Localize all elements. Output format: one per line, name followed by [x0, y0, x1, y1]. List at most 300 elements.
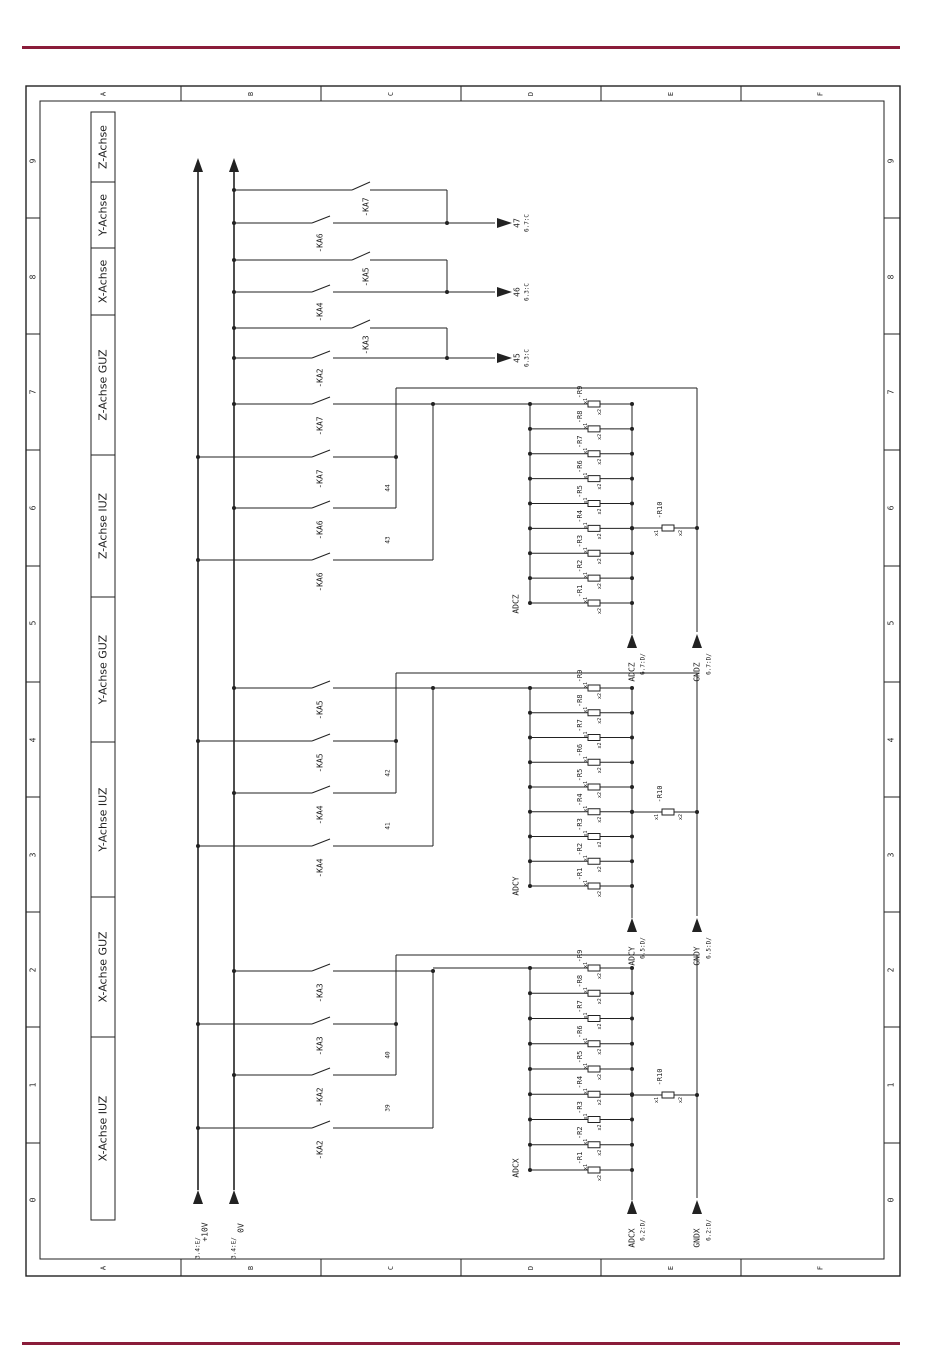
resistor-pin-label: x1	[583, 522, 589, 529]
r10-pin-label: x1	[654, 813, 660, 821]
relay-contact-label: -KA2	[315, 1087, 325, 1107]
resistor-label: -R7	[576, 719, 584, 732]
junction-dot	[630, 686, 634, 690]
r10-label: -R10	[656, 785, 664, 803]
resistor-pin-label: x2	[597, 692, 603, 700]
junction-dot	[630, 1118, 634, 1122]
junction-dot	[196, 1022, 200, 1026]
junction-dot	[630, 551, 634, 555]
output-ref: 6.3:C	[523, 282, 531, 302]
junction-dot	[528, 1118, 532, 1122]
adc-ref: 6.2:D/	[639, 1219, 647, 1241]
output-ref: 6.7:C	[523, 213, 531, 233]
row-label-right: 3	[886, 852, 896, 858]
resistor-pin-label: x2	[597, 890, 603, 898]
junction-dot	[232, 258, 236, 262]
column-label-bottom: D	[527, 1265, 535, 1271]
junction-dot	[394, 455, 398, 459]
relay-contact-label: -KA6	[315, 520, 325, 540]
resistor-label: -R6	[576, 460, 584, 473]
divider-name: ADCZ	[511, 594, 521, 614]
resistor-pin-label: x1	[583, 780, 589, 788]
wire-number: 41	[384, 822, 392, 830]
resistor-body	[588, 809, 600, 815]
gnd-ref: 6.5:D/	[705, 937, 713, 959]
relay-contact-label: -KA3	[315, 983, 325, 1003]
resistor-body	[588, 1117, 600, 1123]
axis-contact-closed-blade	[352, 252, 370, 260]
resistor-label: -R9	[576, 385, 584, 399]
resistor-pin-label: x1	[583, 987, 589, 994]
resistor-body	[588, 525, 600, 531]
resistor-pin-label: x1	[583, 681, 589, 689]
resistor-body	[588, 1066, 600, 1072]
junction-dot	[528, 966, 532, 970]
junction-dot	[528, 601, 532, 605]
row-label-left: 9	[28, 158, 38, 164]
inner-frame	[40, 101, 884, 1259]
title-block-label: Z-Achse	[96, 125, 110, 169]
title-block-label: Z-Achse IUZ	[96, 492, 110, 560]
resistor-pin-label: x2	[597, 1099, 603, 1106]
row-label-right: 9	[886, 158, 896, 164]
junction-dot	[630, 859, 634, 863]
resistor-body	[588, 550, 600, 556]
junction-dot	[196, 739, 200, 743]
r10-pin-label: x1	[654, 1096, 660, 1104]
junction-dot	[528, 1092, 532, 1096]
resistor-label: -R3	[576, 818, 584, 831]
resistor-body	[588, 1041, 600, 1047]
r10-body	[662, 809, 674, 815]
resistor-pin-label: x2	[597, 1124, 603, 1131]
junction-dot	[232, 969, 236, 973]
row-label-right: 5	[886, 620, 896, 626]
adc-ref: 6.7:D/	[639, 653, 647, 675]
resistor-label: -R7	[576, 435, 584, 449]
resistor-pin-label: x1	[583, 756, 589, 763]
column-label-bottom: F	[816, 1265, 825, 1271]
column-label-top: C	[387, 91, 395, 97]
relay-contact-label: -KA2	[315, 1140, 325, 1160]
rail-0v-bottom-arrow	[229, 1190, 239, 1204]
row-label-right: 8	[886, 274, 896, 280]
axis-contact-closed-label: -KA7	[361, 197, 371, 217]
resistor-label: -R4	[576, 510, 584, 523]
junction-dot	[695, 810, 699, 814]
resistor-body	[588, 759, 600, 765]
resistor-body	[588, 426, 600, 432]
resistor-label: -R9	[576, 669, 584, 683]
junction-dot	[528, 1168, 532, 1172]
resistor-pin-label: x2	[597, 791, 603, 799]
junction-dot	[528, 884, 532, 888]
resistor-body	[588, 1142, 600, 1148]
relay-contact-wire-blade	[312, 1017, 330, 1024]
relay-contact-wire-blade	[312, 839, 330, 846]
resistor-pin-label: x1	[583, 422, 589, 429]
relay-contact-wire-blade	[312, 964, 330, 971]
relay-contact-label: -KA5	[315, 700, 325, 720]
resistor-label: -R2	[576, 842, 584, 856]
r10-pin-label: x2	[678, 813, 684, 821]
relay-contact-wire-blade	[312, 553, 330, 560]
junction-dot	[232, 686, 236, 690]
divider-name: ADCY	[511, 876, 521, 896]
junction-dot	[630, 1042, 634, 1046]
axis-contact-closed-label: -KA3	[361, 335, 371, 355]
junction-dot	[232, 1073, 236, 1077]
row-label-right: 1	[886, 1082, 896, 1088]
junction-dot	[528, 711, 532, 715]
junction-dot	[528, 576, 532, 580]
resistor-body	[588, 735, 600, 741]
axis-output-arrow	[497, 353, 512, 363]
gnd-arrow	[692, 918, 702, 932]
resistor-label: -R2	[576, 1126, 584, 1140]
resistor-label: -R9	[576, 949, 584, 963]
junction-dot	[630, 1143, 634, 1147]
rail-plus10v-bottom-arrow	[193, 1190, 203, 1204]
resistor-label: -R1	[576, 584, 584, 598]
junction-dot	[630, 991, 634, 995]
junction-dot	[528, 760, 532, 764]
resistor-body	[588, 710, 600, 716]
axis-output-arrow	[497, 218, 512, 228]
title-block-label: Y-Achse GUZ	[96, 634, 110, 705]
resistor-pin-label: x1	[583, 706, 589, 713]
resistor-pin-label: x1	[583, 397, 589, 405]
rail-plus10v-label: +10V	[200, 1222, 210, 1242]
resistor-body	[588, 451, 600, 457]
resistor-pin-label: x2	[597, 458, 603, 465]
resistor-label: -R6	[576, 1025, 584, 1039]
resistor-pin-label: x1	[583, 961, 589, 969]
junction-dot	[196, 1126, 200, 1130]
resistor-label: -R3	[576, 534, 584, 548]
junction-dot	[630, 785, 634, 789]
rail-0v-top-arrow	[229, 158, 239, 172]
axis-contact-closed-label: -KA5	[361, 267, 371, 287]
junction-dot	[630, 502, 634, 506]
resistor-pin-label: x2	[597, 998, 603, 1005]
resistor-label: -R7	[576, 1000, 584, 1013]
gnd-ref: 6.7:D/	[705, 653, 713, 675]
junction-dot	[528, 502, 532, 506]
r10-body	[662, 1092, 674, 1098]
relay-contact-wire-blade	[312, 1121, 330, 1128]
row-label-left: 2	[28, 967, 38, 973]
resistor-pin-label: x1	[583, 731, 589, 738]
gnd-arrow	[692, 1200, 702, 1214]
resistor-pin-label: x2	[597, 533, 603, 540]
output-number: 47	[512, 218, 522, 228]
column-label-top: D	[527, 91, 535, 97]
junction-dot	[196, 844, 200, 848]
axis-contact-open-blade	[312, 216, 330, 223]
resistor-pin-label: x1	[583, 1113, 589, 1120]
column-label-top: B	[247, 91, 255, 97]
junction-dot	[630, 760, 634, 764]
adc-label: ADCZ	[627, 662, 637, 682]
relay-contact-wire-blade	[312, 734, 330, 741]
junction-dot	[528, 526, 532, 530]
resistor-label: -R5	[576, 485, 584, 498]
relay-contact-label: -KA4	[315, 858, 325, 878]
wire-number: 39	[384, 1104, 392, 1112]
row-label-left: 3	[28, 852, 38, 858]
relay-contact-label: -KA7	[315, 416, 325, 436]
adc-label: ADCX	[627, 1228, 637, 1248]
r10-label: -R10	[656, 501, 664, 519]
resistor-pin-label: x2	[597, 816, 603, 823]
title-block-label: X-Achse GUZ	[96, 931, 110, 1003]
junction-dot	[232, 221, 236, 225]
r10-pin-label: x1	[654, 529, 660, 537]
axis-contact-open-label: -KA4	[315, 302, 325, 322]
resistor-body	[588, 784, 600, 790]
resistor-pin-label: x1	[583, 1062, 589, 1070]
row-label-left: 0	[28, 1197, 38, 1203]
resistor-body	[588, 834, 600, 840]
wire-number: 44	[384, 484, 392, 492]
wire-number: 42	[384, 769, 392, 777]
junction-dot	[630, 477, 634, 481]
row-label-left: 5	[28, 620, 38, 626]
resistor-pin-label: x2	[597, 508, 603, 515]
resistor-pin-label: x2	[597, 866, 603, 873]
axis-contact-open-blade	[312, 351, 330, 358]
column-label-top: E	[667, 91, 675, 97]
resistor-label: -R4	[576, 1075, 584, 1089]
junction-dot	[630, 427, 634, 431]
junction-dot	[528, 686, 532, 690]
junction-dot	[630, 1067, 634, 1071]
adc-ref: 6.5:D/	[639, 937, 647, 959]
resistor-label: -R2	[576, 559, 584, 573]
resistor-pin-label: x1	[583, 1163, 589, 1171]
resistor-pin-label: x1	[583, 572, 589, 579]
junction-dot	[630, 736, 634, 740]
resistor-pin-label: x2	[597, 1023, 603, 1030]
row-label-left: 6	[28, 505, 38, 511]
junction-dot	[528, 835, 532, 839]
wire-number: 43	[384, 536, 392, 544]
resistor-label: -R3	[576, 1101, 584, 1114]
relay-contact-wire-blade	[312, 786, 330, 793]
row-label-left: 4	[28, 737, 38, 743]
resistor-pin-label: x1	[583, 596, 589, 604]
rail-0v-ref: 3.4:E/	[230, 1237, 238, 1259]
junction-dot	[232, 326, 236, 330]
output-ref: 6.3:C	[523, 348, 531, 368]
r10-body	[662, 525, 674, 531]
adc-arrow	[627, 1200, 637, 1214]
adc-arrow	[627, 634, 637, 648]
axis-contact-closed-blade	[352, 320, 370, 328]
row-label-right: 4	[886, 737, 896, 743]
resistor-pin-label: x2	[597, 483, 603, 490]
resistor-body	[588, 600, 600, 606]
rail-0v-label: 0V	[236, 1223, 246, 1233]
axis-contact-open-label: -KA2	[315, 368, 325, 388]
junction-dot	[528, 477, 532, 481]
resistor-label: -R1	[576, 867, 584, 881]
r10-pin-label: x2	[678, 529, 684, 537]
output-number: 46	[512, 287, 522, 297]
junction-dot	[528, 859, 532, 863]
column-label-bottom: B	[247, 1265, 255, 1271]
junction-dot	[630, 1017, 634, 1021]
row-label-right: 0	[886, 1197, 896, 1203]
gnd-label: GNDX	[692, 1228, 702, 1248]
relay-contact-label: -KA5	[315, 753, 325, 773]
resistor-body	[588, 401, 600, 407]
resistor-label: -R1	[576, 1151, 584, 1165]
column-label-top: F	[816, 91, 825, 97]
row-label-right: 2	[886, 967, 896, 973]
resistor-pin-label: x2	[597, 1174, 603, 1182]
resistor-label: -R6	[576, 743, 584, 757]
outer-frame	[26, 86, 900, 1276]
resistor-body	[588, 1167, 600, 1173]
resistor-body	[588, 685, 600, 691]
resistor-body	[588, 1091, 600, 1097]
junction-dot	[630, 1093, 634, 1097]
junction-dot	[528, 427, 532, 431]
resistor-pin-label: x1	[583, 1138, 589, 1145]
junction-dot	[394, 739, 398, 743]
relay-contact-wire-blade	[312, 501, 330, 508]
resistor-body	[588, 858, 600, 864]
junction-dot	[695, 526, 699, 530]
junction-dot	[528, 551, 532, 555]
junction-dot	[630, 402, 634, 406]
resistor-pin-label: x1	[583, 547, 589, 554]
wire-number: 40	[384, 1051, 392, 1059]
resistor-pin-label: x1	[583, 805, 589, 812]
junction-dot	[695, 1093, 699, 1097]
rail-plus10v-ref: 3.4:E/	[194, 1237, 202, 1259]
resistor-pin-label: x2	[597, 607, 603, 615]
resistor-body	[588, 883, 600, 889]
title-block-label: Z-Achse GUZ	[96, 349, 110, 421]
junction-dot	[528, 736, 532, 740]
junction-dot	[431, 969, 435, 973]
junction-dot	[630, 526, 634, 530]
gnd-ref: 6.2:D/	[705, 1219, 713, 1241]
title-block-label: X-Achse IUZ	[96, 1095, 110, 1162]
resistor-body	[588, 965, 600, 971]
axis-contact-closed-blade	[352, 182, 370, 190]
column-label-bottom: C	[387, 1265, 395, 1271]
resistor-body	[588, 575, 600, 581]
relay-contact-label: -KA7	[315, 469, 325, 489]
resistor-pin-label: x2	[597, 408, 603, 416]
resistor-pin-label: x1	[583, 472, 589, 479]
gnd-label: GNDY	[692, 946, 702, 966]
resistor-pin-label: x2	[597, 1149, 603, 1156]
junction-dot	[630, 452, 634, 456]
junction-dot	[232, 188, 236, 192]
row-label-left: 8	[28, 274, 38, 280]
junction-dot	[232, 290, 236, 294]
resistor-pin-label: x2	[597, 841, 603, 848]
resistor-pin-label: x1	[583, 1012, 589, 1019]
junction-dot	[528, 1017, 532, 1021]
axis-contact-open-label: -KA6	[315, 233, 325, 253]
junction-dot	[232, 506, 236, 510]
title-block-label: Y-Achse IUZ	[96, 787, 110, 852]
relay-contact-label: -KA4	[315, 805, 325, 825]
gnd-label: GNDZ	[692, 662, 702, 682]
resistor-pin-label: x1	[583, 1088, 589, 1095]
junction-dot	[528, 810, 532, 814]
resistor-label: -R8	[576, 694, 584, 708]
resistor-label: -R8	[576, 410, 584, 424]
junction-dot	[528, 402, 532, 406]
junction-dot	[630, 576, 634, 580]
junction-dot	[630, 810, 634, 814]
resistor-pin-label: x1	[583, 497, 589, 504]
column-label-bottom: E	[667, 1265, 675, 1271]
junction-dot	[528, 991, 532, 995]
resistor-body	[588, 476, 600, 482]
junction-dot	[232, 402, 236, 406]
junction-dot	[528, 452, 532, 456]
r10-label: -R10	[656, 1068, 664, 1086]
row-label-left: 1	[28, 1082, 38, 1088]
resistor-pin-label: x2	[597, 1048, 603, 1055]
resistor-pin-label: x1	[583, 830, 589, 837]
relay-contact-label: -KA6	[315, 572, 325, 592]
junction-dot	[196, 558, 200, 562]
output-number: 45	[512, 353, 522, 363]
junction-dot	[528, 785, 532, 789]
gnd-arrow	[692, 634, 702, 648]
resistor-body	[588, 501, 600, 507]
relay-contact-label: -KA3	[315, 1036, 325, 1056]
adc-label: ADCY	[627, 946, 637, 966]
junction-dot	[394, 1022, 398, 1026]
resistor-label: -R5	[576, 768, 584, 782]
resistor-pin-label: x1	[583, 447, 589, 454]
junction-dot	[528, 1067, 532, 1071]
junction-dot	[630, 835, 634, 839]
r10-pin-label: x2	[678, 1096, 684, 1104]
resistor-pin-label: x2	[597, 1073, 603, 1081]
axis-contact-open-blade	[312, 285, 330, 292]
resistor-pin-label: x2	[597, 583, 603, 590]
title-block-label: Y-Achse	[96, 194, 110, 236]
junction-dot	[528, 1042, 532, 1046]
resistor-pin-label: x1	[583, 879, 589, 887]
junction-dot	[232, 356, 236, 360]
resistor-label: -R5	[576, 1050, 584, 1064]
junction-dot	[630, 711, 634, 715]
resistor-pin-label: x1	[583, 855, 589, 862]
row-label-right: 6	[886, 505, 896, 511]
row-label-left: 7	[28, 389, 38, 395]
rail-plus10v-top-arrow	[193, 158, 203, 172]
row-label-right: 7	[886, 389, 896, 395]
resistor-pin-label: x2	[597, 767, 603, 774]
resistor-pin-label: x1	[583, 1037, 589, 1044]
junction-dot	[528, 1143, 532, 1147]
junction-dot	[196, 455, 200, 459]
column-label-bottom: A	[99, 1265, 108, 1271]
resistor-pin-label: x2	[597, 558, 603, 565]
